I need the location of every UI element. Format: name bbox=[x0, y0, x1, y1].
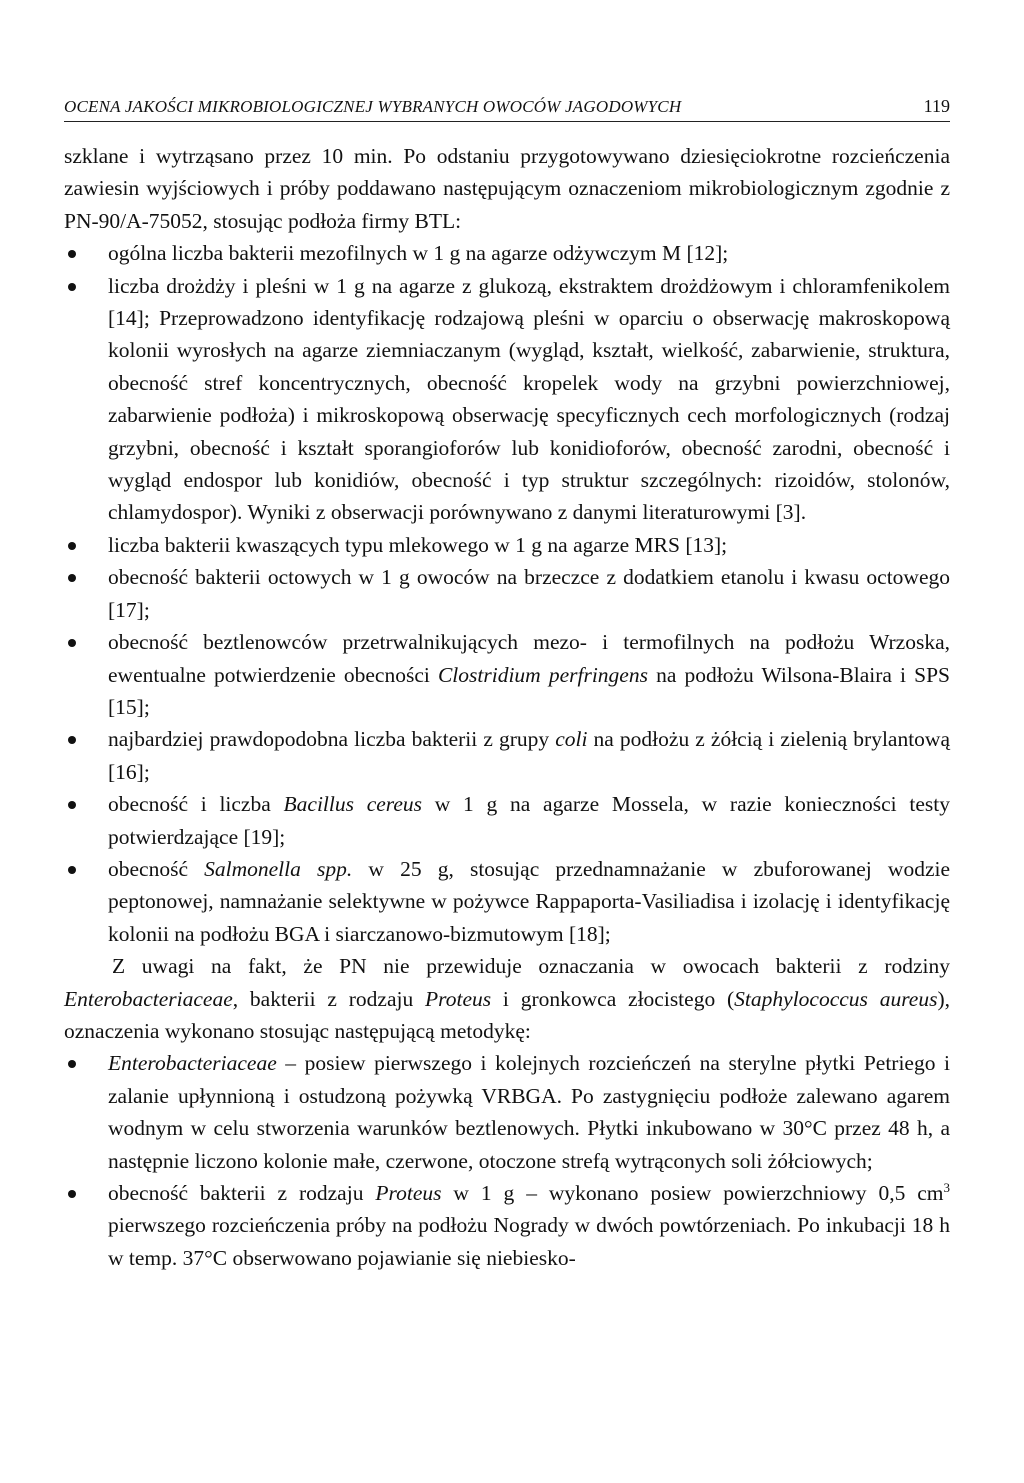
list-item bbox=[64, 270, 950, 529]
paragraph-text: ), oznaczenia wykonano stosując następującą metodykę: bbox=[64, 986, 950, 1043]
paragraph-text: , bakterii z rodzaju bbox=[232, 986, 426, 1011]
species-name: Proteus bbox=[375, 1181, 442, 1205]
list-item bbox=[64, 529, 950, 561]
list-item-text: najbardziej prawdopodobna liczba bakterii z grupy bbox=[108, 727, 556, 752]
paragraph-text: i gronkowca złocistego ( bbox=[491, 986, 735, 1011]
list-item-text: liczba bakterii kwaszących typu mlekowego w 1 g na agarze MRS [13]; bbox=[108, 532, 728, 557]
superscript: 3 bbox=[943, 1179, 951, 1195]
list-item-text: obecność bbox=[108, 856, 205, 881]
species-name: Bacillus cereus bbox=[283, 792, 423, 817]
list-item-text: obecność i liczba bbox=[108, 792, 284, 817]
list-item-text: – posiew pierwszego i kolejnych rozcieńczeń na sterylne płytki Petriego i zalanie upłynnioną i ostudzoną pożywką VRBGA. Po zastygnięciu podłoże zalewano agarem wodnym w celu stworzenia warunków beztlenowych. Płytki inkubowano w 30°C przez 48 h, a następnie liczono kolonie małe, czerwone, otoczone strefą wytrąconych soli żółciowych; bbox=[108, 1051, 950, 1173]
intro-paragraph: szklane i wytrząsano przez 10 min. Po odstaniu przygotowywano dziesięciokrotne rozcieńczenia zawiesin wyjściowych i próby poddawano następującym oznaczeniom mikrobiologicznym zgodnie z PN-90/A-75052, stosując podłoża firmy BTL: bbox=[64, 144, 950, 233]
list-item-text: w 25 g, stosując przednamnażanie w zbuforowanej wodzie peptonowej, namnażanie selektywne w pożywce Rappaporta-Vasiliadisa i izolację i identyfikację kolonii na podłożu BGA i siarczanowo-bizmutowym [18]; bbox=[108, 856, 950, 946]
list-item-text: na podłożu z żółcią i zielenią brylantową [16]; bbox=[108, 727, 951, 784]
list-item bbox=[64, 723, 950, 788]
species-name: Enterobacteriaceae bbox=[64, 986, 233, 1011]
list-item bbox=[64, 1047, 950, 1177]
list-item-text: liczba drożdży i pleśni w 1 g na agarze z glukozą, ekstraktem drożdżowym i chloramfenikolem [14]; Przeprowadzono identyfikację rodzajową pleśni w oparciu o obserwację makroskopową kolonii wyrosłych na agarze ziemniaczanym (wygląd, kształt, wielkość, zabarwienie, struktura, obecność stref koncentrycznych, obecność kropelek wody na grzybni powierzchniowej, zabarwienie podłoża) i mikroskopową obserwację specyficznych cech morfologicznych (rodzaj grzybni, obecność i kształt sporangioforów lub konidioforów, obecność zarodni, obecność i wygląd endospor lub konidiów, obecność i typ struktur szczególnych: rizoidów, stolonów, chlamydospor). Wyniki z obserwacji porównywano z danymi literaturowymi [3]. bbox=[108, 273, 950, 525]
list-item-text: obecność bakterii z rodzaju bbox=[108, 1181, 376, 1205]
list-item bbox=[64, 561, 950, 626]
methods-list bbox=[64, 237, 950, 950]
methodology-list bbox=[64, 1047, 950, 1274]
list-item-text: obecność bakterii octowych w 1 g owoców na brzeczce z dodatkiem etanolu i kwasu octowego [17]; bbox=[108, 565, 950, 622]
paragraph-text: Z uwagi na fakt, że PN nie przewiduje oznaczania w owocach bakterii z rodziny bbox=[112, 954, 950, 979]
species-name: Clostridium perfringens bbox=[437, 662, 648, 687]
species-name: Salmonella spp. bbox=[204, 856, 353, 881]
list-item bbox=[64, 626, 950, 723]
list-item-text: w 1 g na agarze Mossela, w razie konieczności testy potwierdzające [19]; bbox=[108, 792, 950, 849]
list-item-text: pierwszego rozcieńczenia próby na podłożu Nogrady w dwóch powtórzeniach. Po inkubacji 18 h w temp. 37°C obserwowano pojawianie się niebiesko- bbox=[108, 1213, 950, 1270]
body-text bbox=[64, 140, 950, 1274]
species-name: Staphylococcus aureus bbox=[734, 986, 938, 1011]
list-item bbox=[64, 237, 950, 269]
running-header bbox=[64, 96, 950, 122]
header-title: OCENA JAKOŚCI MIKROBIOLOGICZNEJ WYBRANYCH OWOCÓW JAGODOWYCH bbox=[64, 97, 682, 116]
species-name: Enterobacteriaceae bbox=[108, 1051, 277, 1076]
list-item bbox=[64, 1177, 950, 1274]
list-item-text: ogólna liczba bakterii mezofilnych w 1 g na agarze odżywczym M [12]; bbox=[108, 241, 729, 266]
species-name: Proteus bbox=[425, 986, 492, 1011]
list-item bbox=[64, 788, 950, 853]
list-item-text: w 1 g – wykonano posiew powierzchniowy 0,5 cm bbox=[441, 1181, 944, 1205]
list-item-text: na podłożu Wilsona-Blaira i SPS [15]; bbox=[108, 662, 951, 719]
list-item bbox=[64, 853, 950, 950]
methodology-paragraph bbox=[64, 950, 950, 1047]
list-item-text: obecność beztlenowców przetrwalnikujących mezo- i termofilnych na podłożu Wrzoska, ewentualne potwierdzenie obecności bbox=[108, 630, 950, 687]
species-name: coli bbox=[555, 727, 588, 752]
page-number: 119 bbox=[923, 96, 950, 116]
